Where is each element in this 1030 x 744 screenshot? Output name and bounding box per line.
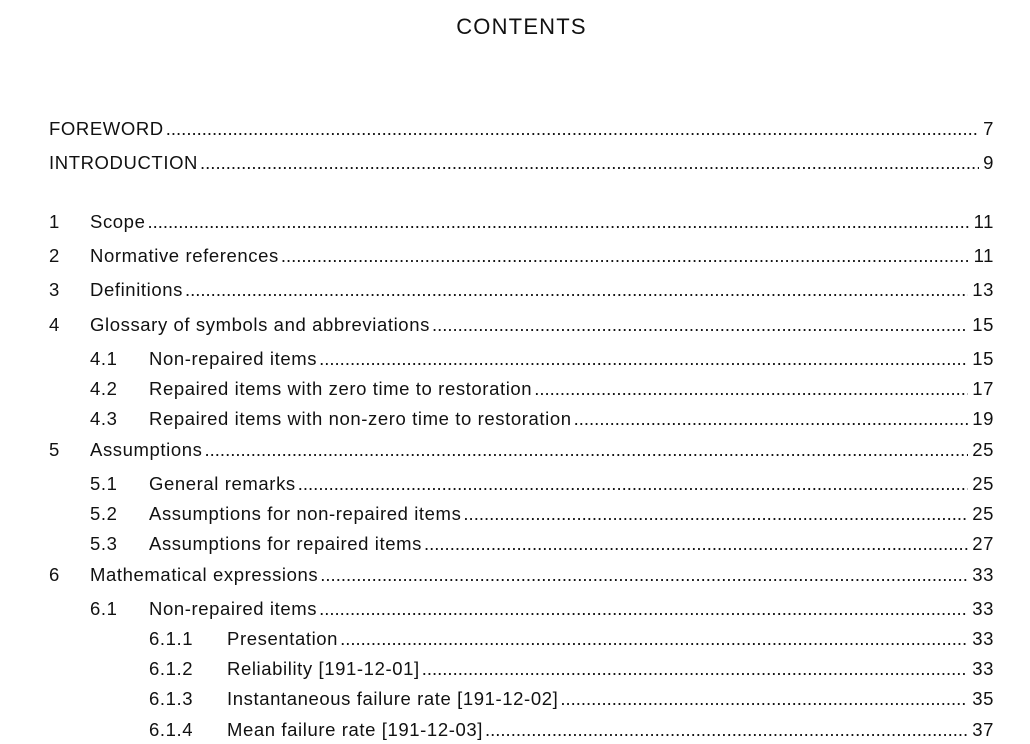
dot-leader [432, 313, 968, 337]
toc-entry-number: 3 [49, 279, 60, 300]
dot-leader [424, 532, 968, 556]
dot-leader [200, 151, 979, 175]
toc-entry-number: 4 [49, 314, 60, 335]
toc-entry[interactable] [0, 347, 1030, 371]
toc-entry-page: 33 [972, 598, 994, 619]
toc-entry-number: 5.2 [90, 503, 118, 524]
toc-entry[interactable] [0, 377, 1030, 401]
toc-entry-title: Non-repaired items [149, 598, 318, 619]
dot-leader [205, 438, 969, 462]
dot-leader [463, 502, 968, 526]
dot-leader [319, 347, 968, 371]
toc-entry[interactable] [0, 687, 1030, 711]
toc-entry-title: Assumptions for non-repaired items [149, 503, 462, 524]
toc-entry-number: 5.3 [90, 533, 118, 554]
toc-entry-page: 25 [972, 439, 994, 460]
dot-leader [147, 210, 969, 234]
toc-entry-number: 6.1.2 [149, 658, 194, 679]
toc-entry-page: 25 [972, 473, 994, 494]
toc-entry-page: 7 [983, 118, 994, 139]
toc-entry-title: Presentation [227, 628, 339, 649]
dot-leader [185, 278, 968, 302]
toc-entry-number: 2 [49, 245, 60, 266]
dot-leader [422, 657, 968, 681]
toc-entry-number: 4.3 [90, 408, 118, 429]
toc-entry[interactable] [0, 278, 1030, 302]
toc-entry-title: Reliability [191-12-01] [227, 658, 420, 679]
toc-entry-page: 33 [972, 628, 994, 649]
toc-entry[interactable] [0, 472, 1030, 496]
toc-entry[interactable] [0, 657, 1030, 681]
toc-entry-title: Scope [90, 211, 146, 232]
toc-entry-title: Repaired items with non-zero time to restoration [149, 408, 572, 429]
toc-entry-title: Normative references [90, 245, 279, 266]
toc-entry-title: Mathematical expressions [90, 564, 319, 585]
toc-entry-number: 6.1.4 [149, 719, 194, 740]
toc-entry-title: Assumptions [90, 439, 203, 460]
contents-heading: CONTENTS [456, 14, 587, 39]
toc-entry-title: FOREWORD [49, 118, 164, 139]
dot-leader [320, 563, 968, 587]
toc-entry-number: 1 [49, 211, 60, 232]
toc-entry-page: 15 [972, 314, 994, 335]
toc-entry-title: Definitions [90, 279, 183, 300]
toc-entry-page: 25 [972, 503, 994, 524]
toc-entry-page: 17 [972, 378, 994, 399]
toc-entry-page: 11 [973, 211, 994, 232]
dot-leader [298, 472, 968, 496]
toc-entry-page: 19 [972, 408, 994, 429]
toc-entry-page: 33 [972, 564, 994, 585]
toc-entry[interactable] [0, 597, 1030, 621]
dot-leader [485, 718, 968, 742]
dot-leader [166, 117, 979, 141]
toc-entry-page: 33 [972, 658, 994, 679]
toc-entry[interactable] [0, 438, 1030, 462]
toc-entry-title: Repaired items with zero time to restoration [149, 378, 533, 399]
toc-entry[interactable] [0, 502, 1030, 526]
toc-entry[interactable] [0, 563, 1030, 587]
toc-entry-page: 13 [972, 279, 994, 300]
toc-entry[interactable] [0, 151, 1030, 175]
toc-entry-page: 37 [972, 719, 994, 740]
toc-entry-page: 27 [972, 533, 994, 554]
toc-entry-number: 6.1 [90, 598, 118, 619]
toc-entry[interactable] [0, 532, 1030, 556]
dot-leader [340, 627, 968, 651]
dot-leader [319, 597, 968, 621]
toc-entry-number: 5 [49, 439, 60, 460]
toc-entry-title: Assumptions for repaired items [149, 533, 422, 554]
dot-leader [574, 407, 969, 431]
toc-entry-number: 6.1.1 [149, 628, 194, 649]
dot-leader [281, 244, 970, 268]
toc-entry-number: 4.1 [90, 348, 118, 369]
toc-entry-title: INTRODUCTION [49, 152, 199, 173]
dot-leader [534, 377, 968, 401]
toc-entry-title: Mean failure rate [191-12-03] [227, 719, 483, 740]
toc-entry[interactable] [0, 718, 1030, 742]
toc-entry-number: 6.1.3 [149, 688, 194, 709]
toc-entry-page: 15 [972, 348, 994, 369]
toc-entry[interactable] [0, 627, 1030, 651]
toc-entry-page: 35 [972, 688, 994, 709]
toc-entry-title: Instantaneous failure rate [191-12-02] [227, 688, 559, 709]
toc-entry[interactable] [0, 117, 1030, 141]
toc-entry-page: 11 [973, 245, 994, 266]
toc-entry-number: 6 [49, 564, 60, 585]
toc-entry-title: Glossary of symbols and abbreviations [90, 314, 430, 335]
toc-entry-title: General remarks [149, 473, 296, 494]
toc-entry[interactable] [0, 313, 1030, 337]
toc-entry-page: 9 [983, 152, 994, 173]
toc-entry[interactable] [0, 407, 1030, 431]
toc-entry-number: 5.1 [90, 473, 118, 494]
dot-leader [560, 687, 968, 711]
toc-entry[interactable] [0, 244, 1030, 268]
toc-entry-title: Non-repaired items [149, 348, 318, 369]
toc-entry-number: 4.2 [90, 378, 118, 399]
toc-entry[interactable] [0, 210, 1030, 234]
